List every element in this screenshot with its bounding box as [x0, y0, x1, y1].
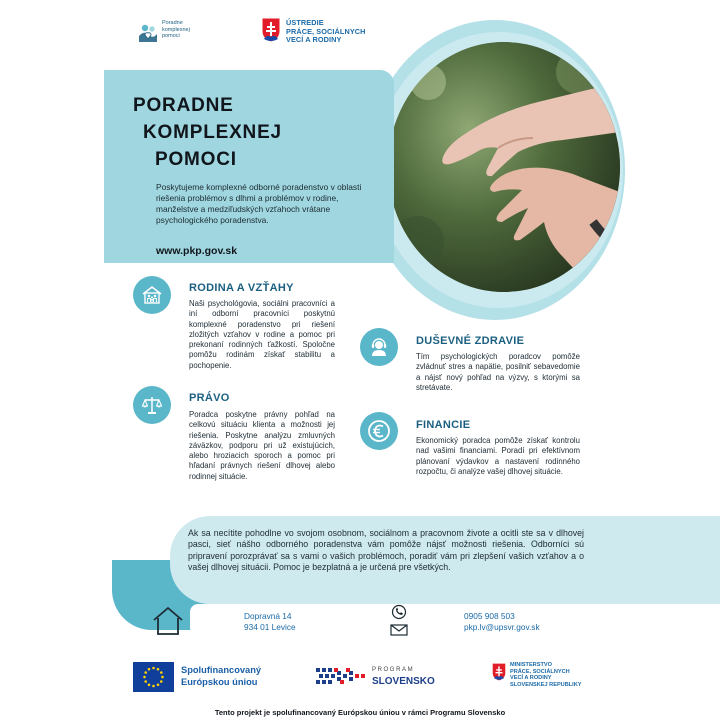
euro-coin-icon: [360, 412, 398, 450]
mail-icon: [389, 623, 409, 637]
ministry-line: SLOVENSKEJ REPUBLIKY: [510, 682, 582, 689]
ministry-coat-of-arms-icon: [492, 662, 506, 682]
phone-icon: [389, 604, 409, 620]
family-house-icon: [133, 276, 171, 314]
page-title: [133, 92, 282, 173]
upsvr-logo-line: PRÁCE, SOCIÁLNYCH: [286, 26, 366, 36]
eu-text-line: Európskou úniou: [181, 677, 258, 687]
eu-cofinanced-text: [181, 664, 261, 688]
law-scales-icon: [133, 386, 171, 424]
section-text-dusevne: Tím psychologických poradcov pomôže zvládnuť stres a napätie, posilniť sebavedomie a nájsť nový pohľad na výzvy, s ktorými sa stretávate.: [416, 352, 580, 392]
upsvr-logo: [261, 17, 371, 47]
section-title-pravo: PRÁVO: [189, 392, 230, 404]
eu-flag-icon: [133, 662, 174, 692]
title-line: KOMPLEXNEJ: [143, 122, 282, 143]
mental-health-headset-icon: [360, 328, 398, 366]
section-text-pravo: Poradca poskytne právny pohľad na celkovú situáciu klienta a možnosti jej riešenia. Poskytne analýzu zmluvných záväzkov, podporu pri už existujúcich, alebo hroziacich sporoch a pomoc pri hľadaní právnych riešení dlhovej alebo rodinnej situácie.: [189, 410, 335, 481]
pkp-logo-line: pomoci: [162, 33, 180, 39]
slovak-coat-of-arms-icon: [261, 17, 281, 43]
section-title-rodina: RODINA A VZŤAHY: [189, 282, 294, 294]
ministry-line: PRÁCE, SOCIÁLNYCH: [510, 668, 570, 675]
title-line: POMOCI: [155, 149, 237, 170]
upsvr-logo-line: VECÍ A RODINY: [286, 35, 342, 45]
upsvr-logo-line: ÚSTREDIE: [286, 18, 324, 27]
program-label: PROGRAM: [372, 667, 415, 673]
ministry-line: VECÍ A RODINY: [510, 675, 552, 682]
ministry-line: MINISTERSTVO: [510, 662, 552, 668]
section-title-dusevne: DUŠEVNÉ ZDRAVIE: [416, 335, 525, 347]
eu-text-line: Spolufinancovaný: [181, 665, 262, 675]
address-line: Dopravná 14: [244, 611, 292, 621]
phone-number[interactable]: 0905 908 503: [464, 611, 515, 621]
home-icon: [152, 606, 184, 636]
program-name: SLOVENSKO: [372, 676, 435, 687]
funding-footnote: Tento projekt je spolufinancovaný Európskou úniou v rámci Programu Slovensko: [214, 708, 506, 717]
address-line: 934 01 Levice: [244, 622, 296, 632]
hero-description: Poskytujeme komplexné odborné poradenstvo v oblasti riešenia problémov s dlhmi a problémov v rodine, manželstve a medziľudských vzťahoch vrátane psychologického poradenstva.: [156, 182, 362, 225]
pkp-logo-line: komplexnej: [162, 26, 190, 33]
address-box: [190, 604, 382, 636]
pkp-logo: [136, 18, 206, 48]
website-link[interactable]: www.pkp.gov.sk: [156, 245, 238, 257]
ministry-logo-text: [510, 662, 620, 689]
program-slovensko-logo-icon: [314, 664, 368, 690]
hands-photo: [388, 42, 620, 292]
contact-box: [416, 604, 580, 636]
section-text-rodina: Naši psychológovia, sociálni pracovníci a iní odborní pracovníci poskytnú komplexné poradenstvo pri riešení zložitých vzťahov v rodine a pomoc pri prekonaní rodinných ťažkostí. Spoločne pomôžu rodinám získať stabilitu a pochopenie.: [189, 299, 335, 370]
pkp-logo-icon: [136, 20, 160, 44]
email-link[interactable]: pkp.lv@upsvr.gov.sk: [464, 622, 540, 632]
title-line: PORADNE: [133, 95, 234, 116]
pkp-logo-line: Poradne: [162, 20, 183, 26]
section-title-financie: FINANCIE: [416, 419, 471, 431]
info-band-text: Ak sa necítite pohodlne vo svojom osobnom, sociálnom a pracovnom živote a ocitli ste sa v dlhovej pasci, sieť nášho odborného poradenstva vám pomôže nájsť možnosti riešenia. Odborníci sú pripravení porozprávať sa s vami o vašich problémoch, poradiť vám pri zlepšení vašich vzťahov a o vašej dlhovej situácii. Pomoc je bezplatná a je určená pre všetkých.: [188, 528, 584, 573]
section-text-financie: Ekonomický poradca pomôže získať kontrolu nad vašimi financiami. Poradí pri efektívnom plánovaní výdavkov a nastavení rodinného rozpočtu, či analýze vašej dlhovej situácie.: [416, 436, 580, 476]
